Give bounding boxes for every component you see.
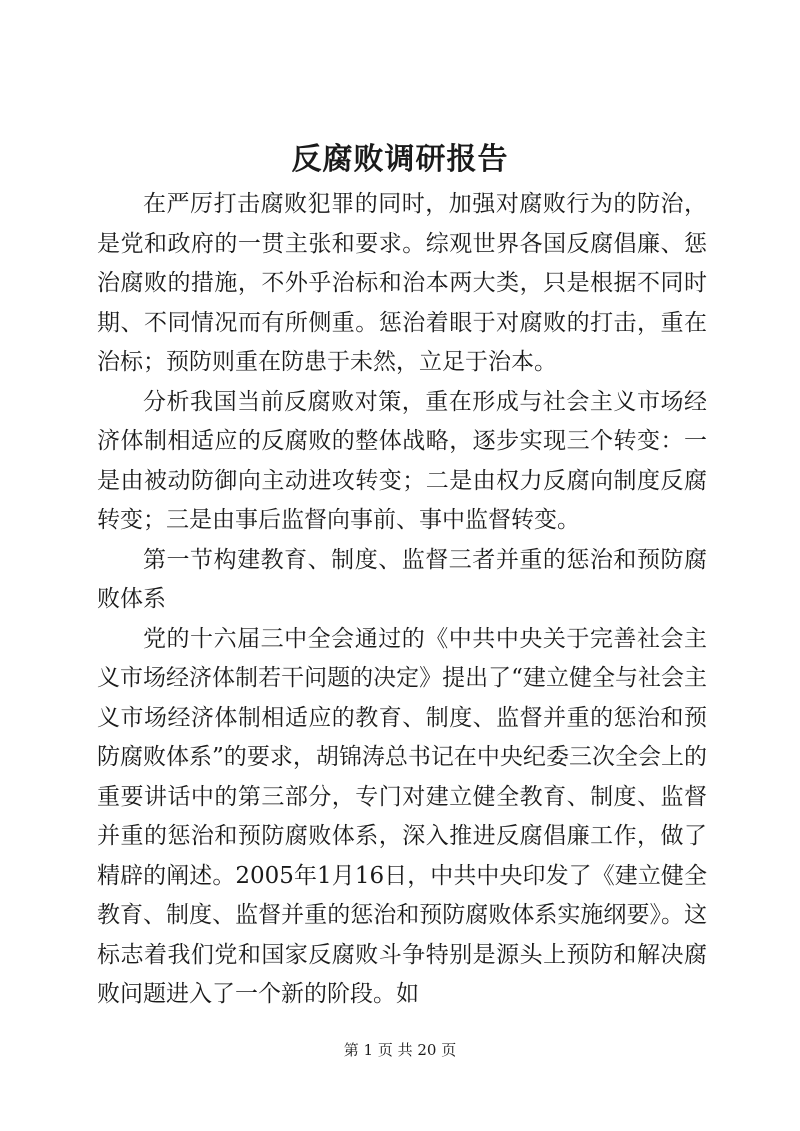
document-title: 反腐败调研报告: [291, 142, 509, 177]
document-body: [97, 185, 707, 1015]
paragraph: 分析我国当前反腐败对策，重在形成与社会主义市场经济体制相适应的反腐败的整体战略，逐步实现三个转变：一是由被动防御向主动进攻转变；二是由权力反腐向制度反腐转变；三是由事后监督向事前、事中监督转变。: [97, 388, 707, 533]
section-heading: 第一节构建教育、制度、监督三者并重的惩治和预防腐败体系: [97, 546, 707, 612]
page-number-footer: 第 1 页 共 20 页: [343, 1041, 457, 1059]
paragraph: 在严厉打击腐败犯罪的同时，加强对腐败行为的防治，是党和政府的一贯主张和要求。综观世界各国反腐倡廉、惩治腐败的措施，不外乎治标和治本两大类，只是根据不同时期、不同情况而有所侧重。惩治着眼于对腐败的打击，重在治标；预防则重在防患于未然，立足于治本。: [97, 191, 707, 375]
paragraph: 党的十六届三中全会通过的《中共中央关于完善社会主义市场经济体制若干问题的决定》提出了“建立健全与社会主义市场经济体制相适应的教育、制度、监督并重的惩治和预防腐败体系”的要求，胡锦涛总书记在中央纪委三次全会上的重要讲话中的第三部分，专门对建立健全教育、制度、监督并重的惩治和预防腐败体系，深入推进反腐倡廉工作，做了精辟的阐述。2005年1月16日，中共中央印发了《建立健全教育、制度、监督并重的惩治和预防腐败体系实施纲要》。这标志着我们党和国家反腐败斗争特别是源头上预防和解决腐败问题进入了一个新的阶段。如: [97, 625, 707, 1007]
